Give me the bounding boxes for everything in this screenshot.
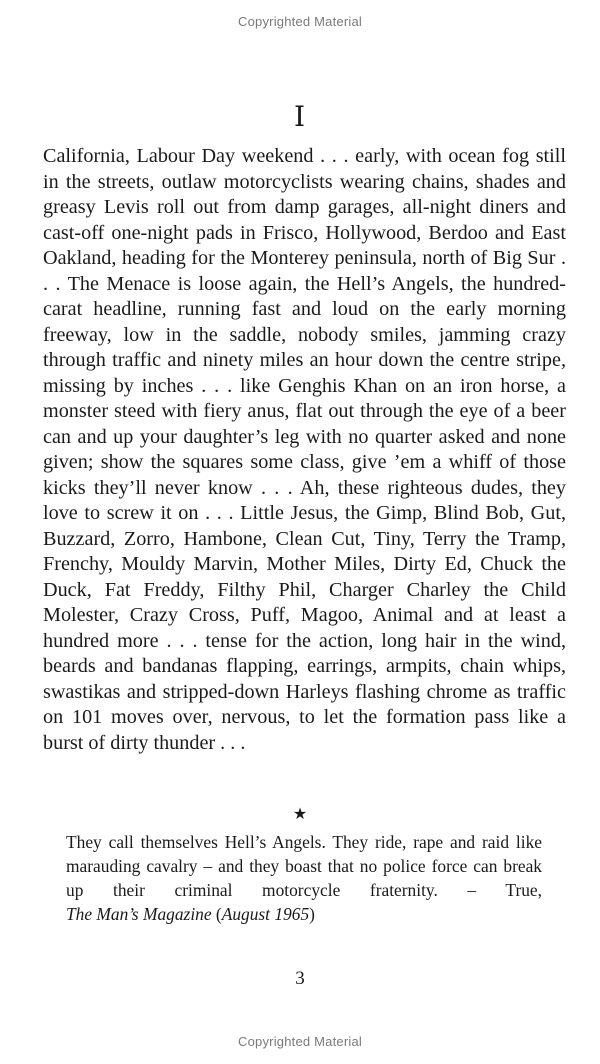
body-paragraph: California, Labour Day weekend . . . early, with ocean fog still in the streets, outlaw motorcyclists wearing chains, shades and greasy Levis roll out from damp garages, all-night diners and cast-off one-night pads in Frisco, Hollywood, Berdoo and East Oakland, heading for the Monterey peninsula, north of Big Sur . . . The Menace is loose again, the Hell’s Angels, the hundred-carat headline, running fast and loud on the early morning freeway, low in the saddle, nobody smiles, jamming crazy through traffic and ninety miles an hour down the centre stripe, missing by inches . . . like Genghis Khan on an iron horse, a monster steed with fiery anus, flat out through the eye of a beer can and up your daughter’s leg with no quarter asked and none given; show the squares some class, give ’em a whiff of those kicks they’ll never know . . . Ah, these righteous dudes, they love to screw it on . . . Little Jesus, the Gimp, Blind Bob, Gut, Buzzard, Zorro, Hambone, Clean Cut, Tiny, Terry the Tramp, Frenchy, Mouldy Marvin, Mother Miles, Dirty Ed, Chuck the Duck, Fat Freddy, Filthy Phil, Charger Charley the Child Molester, Crazy Cross, Puff, Magoo, Animal and at least a hundred more . . . tense for the action, long hair in the wind, beards and bandanas flapping, earrings, armpits, chain whips, swastikas and stripped-down Harleys flashing chrome as traffic on 101 moves over, nervous, to let the formation pass like a burst of dirty thunder . . . [43, 145, 566, 754]
page-number: 3 [295, 968, 305, 989]
epigraph-source-title: The Man’s Magazine [66, 904, 212, 924]
section-break-star-icon: ★ [292, 804, 308, 823]
chapter-number: I [293, 100, 307, 133]
epigraph-source-date: August 1965 [221, 904, 310, 924]
copyright-watermark-top: Copyrighted Material [238, 14, 362, 29]
copyright-watermark-bottom: Copyrighted Material [238, 1034, 362, 1049]
epigraph-source: The Man’s Magazine (August 1965) [66, 904, 315, 924]
epigraph-quote: They call themselves Hell’s Angels. They ride, rape and raid like marauding cavalry – and they boast that no police force can break up their criminal motorcycle fraternity. – True, [66, 832, 542, 900]
epigraph [66, 830, 542, 926]
